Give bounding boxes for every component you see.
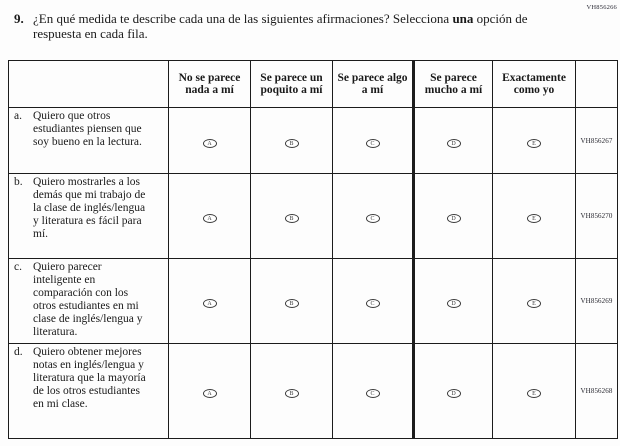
question [14, 12, 559, 42]
statement-cell [9, 174, 169, 259]
table-row-c [9, 259, 618, 344]
option-cell [169, 344, 251, 439]
row-letter: c. [14, 261, 22, 273]
row-letter: b. [14, 176, 23, 188]
response-matrix-table [8, 60, 618, 439]
item-code: VH856270 [576, 174, 618, 259]
answer-bubble-e[interactable]: E [527, 389, 541, 398]
option-cell [493, 108, 576, 174]
col-header-exactamente: Exactamente como yo [493, 61, 576, 108]
page-code: VH856266 [586, 4, 617, 11]
option-cell [251, 108, 333, 174]
statement-text: Quiero mostrarles a los demás que mi trabajo de la clase de inglés/​lengua y literatura es fácil para mí. [33, 176, 146, 240]
option-cell [169, 108, 251, 174]
col-header-poquito: Se parece un poquito a mí [251, 61, 333, 108]
table-row-a [9, 108, 618, 174]
option-cell [333, 108, 414, 174]
option-cell [493, 344, 576, 439]
answer-bubble-b[interactable]: B [285, 389, 299, 398]
answer-bubble-a[interactable]: A [203, 214, 217, 223]
item-code: VH856269 [576, 259, 618, 344]
answer-bubble-e[interactable]: E [527, 299, 541, 308]
option-cell [251, 344, 333, 439]
col-header-nada: No se parece nada a mí [169, 61, 251, 108]
empty-statement-header-cell [9, 61, 169, 108]
option-cell [493, 174, 576, 259]
option-cell [333, 259, 414, 344]
row-letter: a. [14, 110, 22, 122]
statement-cell [9, 344, 169, 439]
empty-code-header-cell [576, 61, 618, 108]
table-row-d [9, 344, 618, 439]
col-header-mucho: Se parece mucho a mí [414, 61, 493, 108]
question-text [33, 12, 548, 42]
option-cell [169, 174, 251, 259]
option-cell [414, 174, 493, 259]
answer-bubble-c[interactable]: C [366, 214, 380, 223]
option-cell [414, 108, 493, 174]
option-cell [169, 259, 251, 344]
answer-bubble-b[interactable]: B [285, 139, 299, 148]
item-code: VH856268 [576, 344, 618, 439]
statement-cell [9, 259, 169, 344]
answer-bubble-d[interactable]: D [447, 389, 461, 398]
answer-bubble-d[interactable]: D [447, 214, 461, 223]
option-cell [333, 344, 414, 439]
option-cell [251, 259, 333, 344]
row-letter: d. [14, 346, 23, 358]
question-text-start: ¿En qué medida te describe cada una de las siguientes afirmaciones? Selecciona [33, 11, 453, 26]
answer-bubble-d[interactable]: D [447, 139, 461, 148]
question-number: 9. [14, 11, 24, 26]
answer-bubble-a[interactable]: A [203, 139, 217, 148]
header-row [9, 61, 618, 108]
statement-cell [9, 108, 169, 174]
statement-text: Quiero parecer inteligente en comparación con los otros estudiantes en mi clase de inglés/​lengua y literatura. [33, 261, 143, 338]
question-text-end: opción de respuesta en cada fila. [33, 11, 528, 41]
answer-bubble-e[interactable]: E [527, 214, 541, 223]
answer-bubble-b[interactable]: B [285, 299, 299, 308]
option-cell [493, 259, 576, 344]
option-cell [251, 174, 333, 259]
option-cell [333, 174, 414, 259]
table-row-b [9, 174, 618, 259]
statement-text: Quiero obtener mejores notas en inglés/​lengua y literatura que la mayoría de los otros estudiantes en mi clase. [33, 346, 146, 410]
item-code: VH856267 [576, 108, 618, 174]
answer-bubble-c[interactable]: C [366, 389, 380, 398]
col-header-algo: Se parece algo a mí [333, 61, 414, 108]
answer-bubble-d[interactable]: D [447, 299, 461, 308]
question-bold-word: una [452, 11, 474, 26]
statement-text: Quiero que otros estudiantes piensen que soy bueno en la lectura. [33, 110, 142, 148]
answer-bubble-b[interactable]: B [285, 214, 299, 223]
option-cell [414, 259, 493, 344]
answer-bubble-a[interactable]: A [203, 389, 217, 398]
answer-bubble-c[interactable]: C [366, 299, 380, 308]
option-cell [414, 344, 493, 439]
answer-bubble-a[interactable]: A [203, 299, 217, 308]
answer-bubble-c[interactable]: C [366, 139, 380, 148]
answer-bubble-e[interactable]: E [527, 139, 541, 148]
